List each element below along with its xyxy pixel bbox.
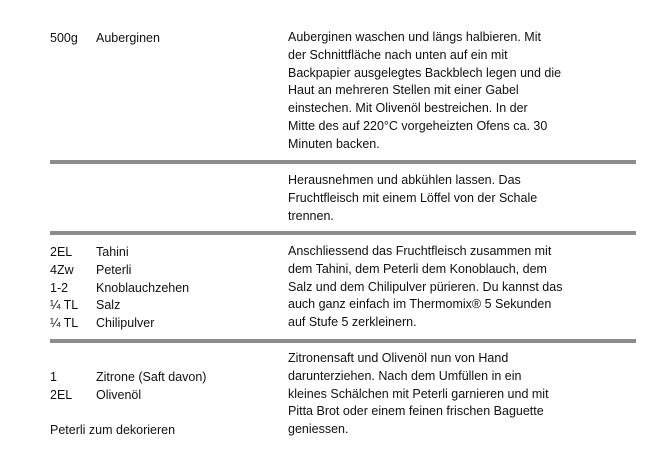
ingredient-quantity: 2EL <box>50 245 73 259</box>
instruction-text: Anschliessend das Fruchtfleisch zusammen mit dem Tahini, dem Peterli dem Konoblauch, dem Salz und dem Chilipulver pürieren. Du kannst das auch ganz einfach im Thermomix® 5 Sekunden auf Stufe 5 zerkleinern. <box>288 244 563 330</box>
ingredient-quantity: ¼ TL <box>50 316 79 331</box>
instruction-text: Zitronensaft und Olivenöl nun von Hand darunterziehen. Nach dem Umfüllen in ein kleines Schälchen mit Peterli garnieren und mit Pitta Brot oder einem feinen frischen Baguette geniessen. <box>288 351 549 437</box>
section-divider <box>50 339 636 343</box>
ingredient-name: Knoblauchzehen <box>96 280 190 295</box>
ingredient-name: Chilipulver <box>96 316 155 331</box>
ingredient-name: Peterli <box>96 262 132 277</box>
section-divider <box>50 160 636 164</box>
ingredient-quantity: 1-2 <box>50 280 69 295</box>
ingredient-name: Zitrone (Saft davon) <box>96 370 207 384</box>
ingredient-name: Salz <box>96 298 121 313</box>
ingredient-quantity: 4Zw <box>50 262 74 277</box>
garnish-note: Peterli zum dekorieren <box>50 423 176 438</box>
ingredient-name: Auberginen <box>96 31 160 45</box>
ingredient-quantity: 1 <box>50 370 57 384</box>
ingredient-quantity: ¼ TL <box>50 298 79 313</box>
ingredient-name: Olivenöl <box>96 387 142 402</box>
instruction-text: Auberginen waschen und längs halbieren. Mit der Schnittfläche nach unten auf ein mit Backpapier ausgelegtes Backblech legen und die Haut an mehreren Stellen mit einer Gabel einstechen. Mit Olivenöl bestreichen. In der Mitte des auf 220°C vorgeheizten Ofens ca. 30 Minuten backen. <box>288 30 562 151</box>
ingredient-quantity: 500g <box>50 31 78 45</box>
instruction-text: Herausnehmen und abkühlen lassen. Das Fruchtfleisch mit einem Löffel von der Schale trennen. <box>288 173 538 223</box>
section-divider <box>50 231 636 235</box>
ingredient-name: Tahini <box>96 245 129 259</box>
ingredient-quantity: 2EL <box>50 387 73 402</box>
